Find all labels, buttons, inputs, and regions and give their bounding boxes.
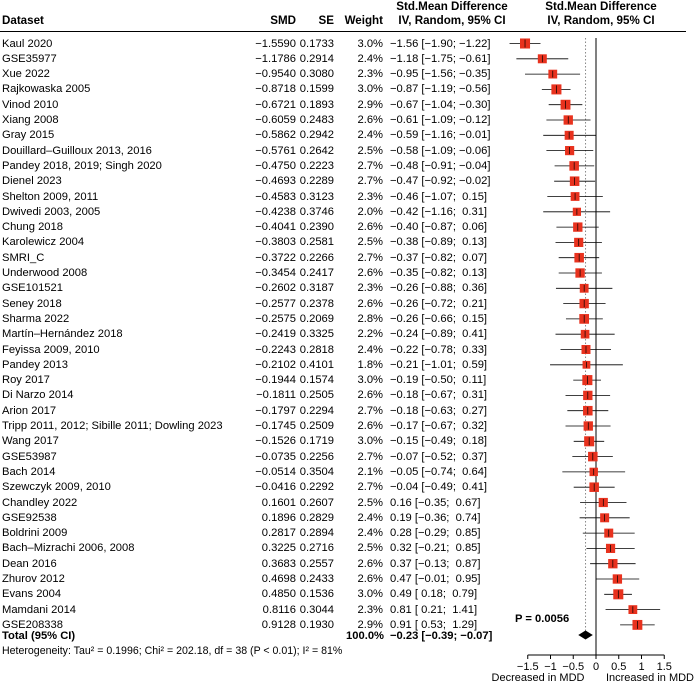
row-dataset: GSE92538 — [2, 511, 57, 524]
row-smd: −1.1786 — [255, 52, 296, 65]
row-weight: 2.0% — [357, 205, 383, 218]
row-ci: −0.15 [−0.49; 0.18] — [390, 435, 488, 448]
row-weight: 2.5% — [357, 542, 383, 555]
row-ci: 0.91 [ 0.53; 1.29] — [390, 618, 478, 631]
row-smd: −0.2102 — [255, 358, 296, 371]
row-dataset: Evans 2004 — [2, 588, 62, 601]
row-se: 0.2716 — [299, 542, 334, 555]
row-se: 0.1893 — [299, 98, 334, 111]
row-smd: 0.1601 — [261, 496, 296, 509]
row-se: 0.2256 — [299, 450, 334, 463]
total-ci: −0.23 [−0.39; −0.07] — [390, 630, 493, 642]
row-weight: 2.5% — [357, 496, 383, 509]
row-se: 0.3044 — [299, 603, 334, 616]
row-se: 0.1599 — [299, 83, 334, 96]
row-weight: 3.0% — [357, 588, 383, 601]
row-weight: 2.7% — [357, 159, 383, 172]
row-se: 0.2829 — [299, 511, 334, 524]
row-se: 0.1719 — [299, 435, 334, 448]
row-smd: −0.4583 — [255, 190, 296, 203]
row-weight: 2.7% — [357, 175, 383, 188]
row-se: 0.3123 — [299, 190, 334, 203]
row-weight: 2.8% — [357, 312, 383, 325]
row-ci: 0.37 [−0.13; 0.87] — [390, 557, 481, 570]
header-dataset: Dataset — [2, 14, 44, 27]
row-smd: −0.2419 — [255, 328, 296, 341]
heterogeneity-text: Heterogeneity: Tau² = 0.1996; Chi² = 202.18, df = 38 (P < 0.01); I² = 81% — [2, 645, 343, 657]
row-se: 0.3746 — [299, 205, 334, 218]
row-ci: −0.47 [−0.92; −0.02] — [390, 175, 491, 188]
row-weight: 2.7% — [357, 251, 383, 264]
row-smd: −0.1944 — [255, 374, 296, 387]
row-ci: −0.18 [−0.67; 0.31] — [390, 389, 488, 402]
row-se: 0.3504 — [299, 465, 334, 478]
row-weight: 2.4% — [357, 527, 383, 540]
row-se: 0.2289 — [299, 175, 334, 188]
row-se: 0.2483 — [299, 114, 334, 126]
row-weight: 2.9% — [357, 618, 383, 631]
row-dataset: Xue 2022 — [2, 68, 50, 81]
header-plot-line1: Std.Mean Difference — [545, 0, 657, 13]
row-dataset: Seney 2018 — [2, 297, 62, 310]
row-se: 0.2417 — [299, 267, 334, 279]
row-ci: −0.26 [−0.72; 0.21] — [390, 297, 488, 310]
row-ci: −0.04 [−0.49; 0.41] — [390, 481, 488, 494]
row-dataset: Feyissa 2009, 2010 — [2, 343, 100, 356]
row-ci: −0.26 [−0.88; 0.36] — [390, 282, 488, 295]
row-ci: −0.07 [−0.52; 0.37] — [390, 450, 488, 463]
row-smd: −0.2575 — [255, 312, 296, 325]
row-smd: −0.2602 — [255, 282, 296, 295]
row-se: 0.3325 — [299, 328, 334, 341]
header-ci-line2: IV, Random, 95% CI — [398, 14, 506, 27]
row-weight: 2.3% — [357, 603, 383, 616]
row-weight: 2.7% — [357, 481, 383, 494]
row-smd: −0.4041 — [255, 221, 296, 234]
row-se: 0.2505 — [299, 389, 334, 402]
total-weight: 100.0% — [346, 630, 384, 642]
row-se: 0.3080 — [299, 68, 334, 81]
row-ci: 0.19 [−0.36; 0.74] — [390, 511, 481, 524]
row-weight: 2.5% — [357, 144, 383, 157]
row-weight: 2.4% — [357, 129, 383, 142]
row-smd: −0.9540 — [255, 68, 296, 81]
row-se: 0.1930 — [299, 618, 334, 631]
row-dataset: Zhurov 2012 — [2, 573, 65, 585]
row-dataset: Szewczyk 2009, 2010 — [2, 481, 111, 494]
row-weight: 2.7% — [357, 404, 383, 417]
row-se: 0.2509 — [299, 420, 334, 432]
row-se: 0.2069 — [299, 312, 334, 325]
row-dataset: Douillard–Guilloux 2013, 2016 — [2, 144, 152, 157]
row-se: 0.1733 — [299, 37, 334, 50]
row-dataset: Gray 2015 — [2, 129, 55, 142]
row-se: 0.2557 — [299, 557, 334, 570]
row-weight: 3.0% — [357, 37, 383, 50]
row-dataset: Boldrini 2009 — [2, 527, 68, 540]
row-ci: −0.87 [−1.19; −0.56] — [390, 83, 491, 96]
x-tick-label: 1 — [638, 661, 645, 673]
header-ci-line1: Std.Mean Difference — [396, 0, 508, 13]
row-smd: 0.2817 — [261, 527, 296, 540]
row-ci: −0.46 [−1.07; 0.15] — [390, 190, 488, 203]
row-smd: −0.0735 — [255, 450, 296, 463]
row-dataset: Pandey 2013 — [2, 358, 68, 371]
header-plot-line2: IV, Random, 95% CI — [547, 14, 655, 27]
row-ci: 0.81 [ 0.21; 1.41] — [390, 603, 478, 616]
row-se: 0.2894 — [299, 527, 334, 540]
row-smd: −0.1526 — [255, 435, 296, 448]
row-weight: 3.0% — [357, 435, 383, 448]
row-dataset: Chandley 2022 — [2, 496, 78, 509]
row-dataset: Karolewicz 2004 — [2, 236, 85, 249]
row-dataset: Chung 2018 — [2, 221, 63, 234]
row-smd: −0.4750 — [255, 159, 296, 172]
row-dataset: Wang 2017 — [2, 435, 59, 448]
row-dataset: Kaul 2020 — [2, 37, 53, 50]
x-tick-label: 0 — [592, 661, 600, 673]
x-tick-label: 1.5 — [656, 661, 672, 673]
row-weight: 2.2% — [357, 328, 383, 341]
row-dataset: GSE53987 — [2, 450, 57, 463]
row-smd: −0.3454 — [255, 267, 296, 279]
row-weight: 2.6% — [357, 267, 383, 279]
row-smd: 0.9128 — [261, 618, 296, 631]
row-weight: 2.3% — [357, 68, 383, 81]
row-ci: −1.18 [−1.75; −0.61] — [390, 52, 491, 65]
row-dataset: GSE101521 — [2, 282, 63, 295]
row-dataset: GSE35977 — [2, 52, 57, 65]
row-smd: −0.5761 — [255, 144, 296, 157]
row-dataset: Dwivedi 2003, 2005 — [2, 205, 101, 218]
row-se: 0.2292 — [299, 481, 334, 494]
row-weight: 2.6% — [357, 573, 383, 585]
row-weight: 3.0% — [357, 374, 383, 387]
row-ci: −0.35 [−0.82; 0.13] — [390, 267, 488, 279]
row-dataset: Arion 2017 — [2, 404, 57, 417]
row-smd: 0.3225 — [261, 542, 296, 555]
row-dataset: Vinod 2010 — [2, 98, 59, 111]
row-weight: 2.1% — [357, 465, 383, 478]
row-ci: −0.05 [−0.74; 0.64] — [390, 465, 488, 478]
row-se: 0.2607 — [299, 496, 334, 509]
row-smd: 0.1896 — [261, 511, 296, 524]
row-weight: 2.9% — [357, 98, 383, 111]
row-se: 0.2294 — [299, 404, 334, 417]
row-ci: 0.16 [−0.35; 0.67] — [390, 496, 481, 509]
row-weight: 2.3% — [357, 282, 383, 295]
row-weight: 1.8% — [357, 358, 383, 371]
row-weight: 2.6% — [357, 221, 383, 234]
row-dataset: Dean 2016 — [2, 557, 57, 570]
row-smd: −0.1811 — [256, 389, 296, 402]
row-se: 0.2942 — [299, 129, 334, 142]
row-se: 0.3187 — [299, 282, 334, 295]
row-ci: 0.47 [−0.01; 0.95] — [390, 573, 481, 585]
row-dataset: Xiang 2008 — [2, 114, 59, 126]
row-dataset: Martín–Hernández 2018 — [2, 328, 123, 341]
row-ci: −1.56 [−1.90; −1.22] — [390, 37, 491, 50]
row-ci: −0.24 [−0.89; 0.41] — [390, 328, 488, 341]
row-ci: −0.59 [−1.16; −0.01] — [390, 129, 491, 142]
row-weight: 2.3% — [357, 190, 383, 203]
row-se: 0.2581 — [299, 236, 334, 249]
row-smd: 0.8116 — [262, 603, 296, 616]
row-weight: 2.5% — [357, 236, 383, 249]
row-dataset: Rajkowaska 2005 — [2, 83, 91, 96]
row-ci: −0.38 [−0.89; 0.13] — [390, 236, 488, 249]
row-dataset: Bach 2014 — [2, 465, 56, 478]
row-weight: 2.6% — [357, 297, 383, 310]
row-se: 0.2818 — [299, 343, 334, 356]
row-dataset: SMRI_C — [2, 251, 45, 264]
row-se: 0.2642 — [299, 144, 334, 157]
row-se: 0.2914 — [299, 52, 334, 65]
row-weight: 2.4% — [357, 52, 383, 65]
row-ci: −0.18 [−0.63; 0.27] — [390, 404, 488, 417]
row-dataset: Tripp 2011, 2012; Sibille 2011; Dowling 2023 — [2, 420, 223, 432]
row-dataset: Pandey 2018, 2019; Singh 2020 — [2, 159, 162, 172]
row-smd: −0.6721 — [255, 98, 296, 111]
row-weight: 2.6% — [357, 114, 383, 126]
row-ci: −0.26 [−0.66; 0.15] — [390, 312, 488, 325]
row-ci: 0.49 [ 0.18; 0.79] — [390, 588, 478, 601]
row-weight: 2.7% — [357, 450, 383, 463]
header-se: SE — [318, 14, 334, 27]
row-ci: −0.17 [−0.67; 0.32] — [390, 420, 488, 432]
row-weight: 2.6% — [357, 557, 383, 570]
row-se: 0.2433 — [299, 573, 334, 585]
row-smd: 0.3683 — [261, 557, 296, 570]
x-tick-label: −0.5 — [562, 661, 585, 673]
row-ci: −0.61 [−1.09; −0.12] — [390, 114, 491, 126]
row-dataset: GSE208338 — [2, 618, 63, 631]
row-ci: 0.28 [−0.29; 0.85] — [390, 527, 481, 540]
row-se: 0.4101 — [299, 358, 334, 371]
row-weight: 2.6% — [357, 389, 383, 402]
row-smd: −0.1797 — [255, 404, 296, 417]
row-ci: −0.42 [−1.16; 0.31] — [390, 205, 488, 218]
row-dataset: Di Narzo 2014 — [2, 389, 74, 402]
row-smd: −1.5590 — [255, 37, 296, 50]
row-smd: −0.8718 — [255, 83, 296, 96]
row-smd: −0.4238 — [255, 205, 296, 218]
row-weight: 3.0% — [357, 83, 383, 96]
row-weight: 2.4% — [357, 343, 383, 356]
row-ci: 0.32 [−0.21; 0.85] — [390, 542, 481, 555]
row-dataset: Mamdani 2014 — [2, 603, 77, 616]
row-ci: −0.22 [−0.78; 0.33] — [390, 343, 488, 356]
row-smd: −0.0514 — [255, 465, 296, 478]
row-dataset: Underwood 2008 — [2, 267, 88, 279]
row-smd: 0.4698 — [261, 573, 296, 585]
row-smd: −0.3722 — [255, 251, 296, 264]
row-smd: −0.4693 — [255, 175, 296, 188]
x-tick-label: −1.5 — [516, 661, 539, 673]
row-dataset: Roy 2017 — [2, 374, 50, 387]
row-ci: −0.40 [−0.87; 0.06] — [390, 221, 488, 234]
row-se: 0.1574 — [299, 374, 334, 387]
row-ci: −0.48 [−0.91; −0.04] — [390, 159, 491, 172]
row-smd: −0.6059 — [255, 114, 296, 126]
x-tick-label: 0.5 — [611, 661, 627, 673]
row-ci: −0.37 [−0.82; 0.07] — [390, 251, 488, 264]
row-smd: −0.2577 — [255, 297, 296, 310]
row-se: 0.1536 — [299, 588, 334, 601]
row-weight: 2.6% — [357, 420, 383, 432]
x-tick-label: −1 — [544, 661, 557, 673]
pooled-diamond — [578, 631, 593, 640]
row-se: 0.2223 — [299, 159, 334, 172]
row-se: 0.2266 — [299, 251, 334, 264]
row-se: 0.2378 — [299, 297, 334, 310]
row-smd: 0.4850 — [261, 588, 296, 601]
row-weight: 2.4% — [357, 511, 383, 524]
row-dataset: Dienel 2023 — [2, 175, 62, 188]
row-smd: −0.0416 — [255, 481, 296, 494]
row-se: 0.2390 — [299, 221, 334, 234]
row-ci: −0.19 [−0.50; 0.11] — [390, 374, 487, 387]
p-value: P = 0.0056 — [515, 613, 570, 625]
row-smd: −0.3803 — [255, 236, 296, 249]
axis-label-decreased: Decreased in MDD — [491, 672, 585, 684]
row-smd: −0.2243 — [255, 343, 296, 356]
row-dataset: Shelton 2009, 2011 — [2, 190, 99, 203]
axis-label-increased: Increased in MDD — [605, 672, 695, 684]
row-ci: −0.67 [−1.04; −0.30] — [390, 98, 491, 111]
header-smd: SMD — [270, 14, 296, 27]
header-weight: Weight — [344, 14, 383, 27]
row-smd: −0.5862 — [255, 129, 296, 142]
row-dataset: Sharma 2022 — [2, 312, 70, 325]
row-smd: −0.1745 — [255, 420, 296, 432]
row-ci: −0.95 [−1.56; −0.35] — [390, 68, 491, 81]
total-label: Total (95% CI) — [2, 630, 76, 642]
row-ci: −0.58 [−1.09; −0.06] — [390, 144, 491, 157]
row-ci: −0.21 [−1.01; 0.59] — [390, 358, 488, 371]
row-dataset: Bach–Mizrachi 2006, 2008 — [2, 542, 135, 555]
